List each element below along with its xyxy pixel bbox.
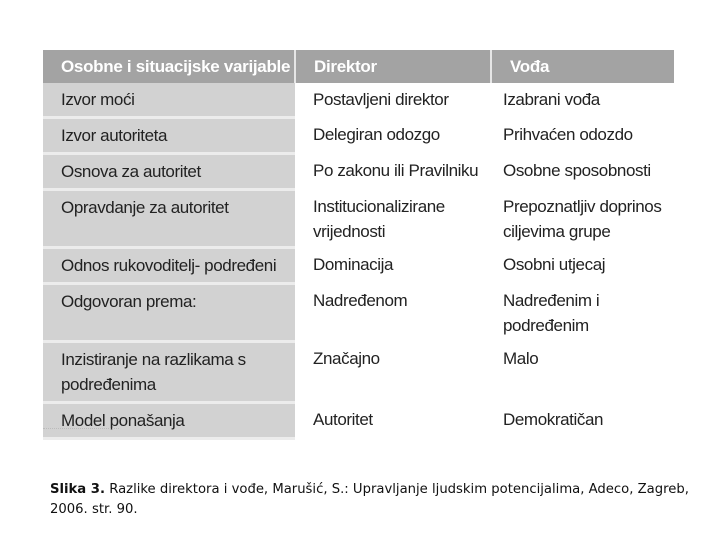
voda-cell — [491, 154, 674, 190]
comparison-table — [43, 50, 674, 440]
caption-label: Slika 3. — [50, 482, 105, 497]
cell-text: Prihvaćen odozdo — [503, 124, 633, 144]
cell-text: Izabrani vođa — [503, 90, 600, 109]
voda-cell — [491, 284, 674, 342]
cell-text: Inzistiranje na razlikama s podređenima — [61, 350, 246, 394]
direktor-cell — [295, 284, 491, 342]
variable-cell — [43, 83, 295, 118]
cell-text: Odgovoran prema: — [61, 292, 197, 311]
direktor-cell — [295, 403, 491, 439]
cell-text: Model ponašanja — [61, 411, 185, 430]
cell-text: Izvor autoriteta — [61, 126, 168, 145]
cell-text: Po zakonu ili Pravilniku — [313, 160, 479, 180]
table-row — [43, 83, 674, 118]
figure-caption — [50, 480, 690, 520]
cell-text: Institucionalizirane vrijednosti — [313, 196, 445, 241]
variable-cell — [43, 284, 295, 342]
direktor-cell — [295, 190, 491, 248]
table-row — [43, 248, 674, 284]
variable-cell — [43, 190, 295, 248]
cell-text: Nadređenim i podređenim — [503, 290, 600, 335]
voda-cell — [491, 342, 674, 403]
header-voda: Vođa — [491, 50, 674, 83]
variable-cell — [43, 403, 295, 439]
cell-text: Značajno — [313, 348, 380, 368]
direktor-cell — [295, 342, 491, 403]
cell-text: Delegiran odozgo — [313, 124, 440, 144]
cell-text: Osobne sposobnosti — [503, 160, 651, 180]
table-body — [43, 83, 674, 439]
direktor-cell — [295, 83, 491, 118]
table-row — [43, 118, 674, 154]
divider — [43, 428, 119, 429]
variable-cell — [43, 342, 295, 403]
variable-cell — [43, 118, 295, 154]
voda-cell — [491, 83, 674, 118]
voda-cell — [491, 118, 674, 154]
cell-text: Demokratičan — [503, 409, 604, 429]
table-row — [43, 342, 674, 403]
table-row — [43, 154, 674, 190]
cell-text: Osnova za autoritet — [61, 162, 201, 181]
cell-text: Izvor moći — [61, 90, 135, 109]
cell-text: Nadređenom — [313, 290, 408, 310]
variable-cell — [43, 248, 295, 284]
caption-text: Razlike direktora i vođe, Marušić, S.: Upravljanje ljudskim potencijalima, Adeco, Zagreb, 2006. str. 90. — [50, 482, 689, 517]
cell-text: Prepoznatljiv doprinos ciljevima grupe — [503, 196, 662, 241]
voda-cell — [491, 403, 674, 439]
header-direktor: Direktor — [295, 50, 491, 83]
table-row — [43, 190, 674, 248]
cell-text: Autoritet — [313, 409, 373, 429]
cell-text: Odnos rukovoditelj- podređeni — [61, 256, 277, 275]
direktor-cell — [295, 248, 491, 284]
table-row — [43, 284, 674, 342]
cell-text: Dominacija — [313, 254, 394, 274]
cell-text: Postavljeni direktor — [313, 90, 449, 109]
cell-text: Opravdanje za autoritet — [61, 198, 229, 217]
cell-text: Malo — [503, 348, 539, 368]
cell-text: Osobni utjecaj — [503, 254, 606, 274]
header-variables: Osobne i situacijske varijable — [43, 50, 295, 83]
voda-cell — [491, 248, 674, 284]
variable-cell — [43, 154, 295, 190]
voda-cell — [491, 190, 674, 248]
table-header-row — [43, 50, 674, 83]
table-row — [43, 403, 674, 439]
direktor-cell — [295, 118, 491, 154]
direktor-cell — [295, 154, 491, 190]
